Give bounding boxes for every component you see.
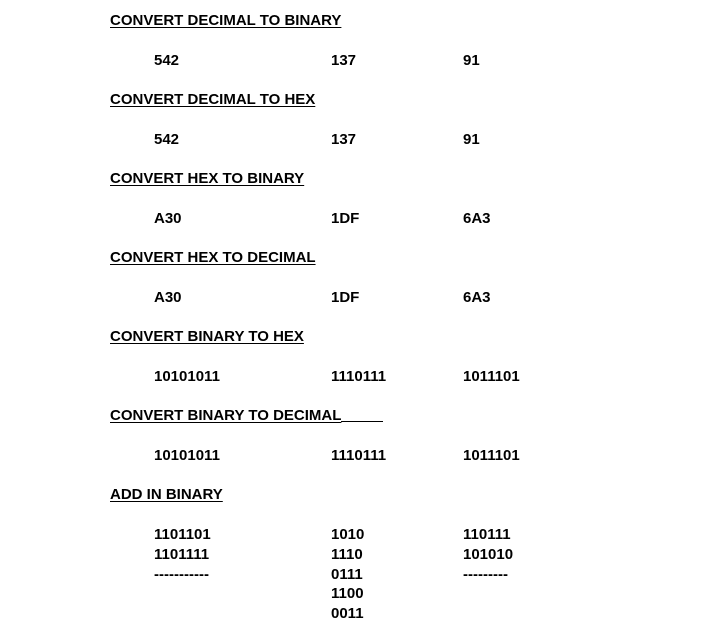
problem-value: 137 <box>331 52 357 69</box>
problem-value: 1DF <box>331 210 360 227</box>
problem-value: 91 <box>463 131 480 148</box>
problem-value: 1DF <box>331 289 360 306</box>
addend: 1010 <box>331 526 365 543</box>
section-title-binary-to-decimal <box>110 407 383 425</box>
problem-value: 542 <box>154 131 180 148</box>
section-title-decimal-to-binary: CONVERT DECIMAL TO BINARY <box>110 12 342 29</box>
problem-value: 10101011 <box>154 447 220 464</box>
addend: 1101111 <box>154 546 210 563</box>
addend: 1110 <box>331 546 363 563</box>
section-title-hex-to-decimal: CONVERT HEX TO DECIMAL <box>110 249 316 266</box>
problem-value: 542 <box>154 52 180 69</box>
problem-value: A30 <box>154 289 182 306</box>
addend: 101010 <box>463 546 514 563</box>
problem-value: 6A3 <box>463 210 491 227</box>
problem-value: 1011101 <box>463 368 520 385</box>
problem-value: 1110111 <box>331 447 387 464</box>
section-title-decimal-to-hex: CONVERT DECIMAL TO HEX <box>110 91 316 108</box>
problem-value: 1011101 <box>463 447 520 464</box>
section-title-hex-to-binary: CONVERT HEX TO BINARY <box>110 170 305 187</box>
section-title-text: CONVERT BINARY TO DECIMAL <box>110 407 342 424</box>
addend: 0011 <box>331 605 364 622</box>
problem-value: 1110111 <box>331 368 387 385</box>
addend: 1101101 <box>154 526 211 543</box>
addend: 1100 <box>331 585 364 602</box>
title-underline-extension <box>341 420 383 422</box>
sum-rule: ----------- <box>154 566 209 583</box>
problem-value: 6A3 <box>463 289 491 306</box>
problem-value: A30 <box>154 210 182 227</box>
problem-value: 137 <box>331 131 357 148</box>
section-title-binary-to-hex: CONVERT BINARY TO HEX <box>110 328 304 345</box>
problem-value: 91 <box>463 52 480 69</box>
section-title-add-in-binary: ADD IN BINARY <box>110 486 223 503</box>
addend: 0111 <box>331 566 363 583</box>
sum-rule: --------- <box>463 566 508 583</box>
addend: 110111 <box>463 526 511 543</box>
problem-value: 10101011 <box>154 368 220 385</box>
